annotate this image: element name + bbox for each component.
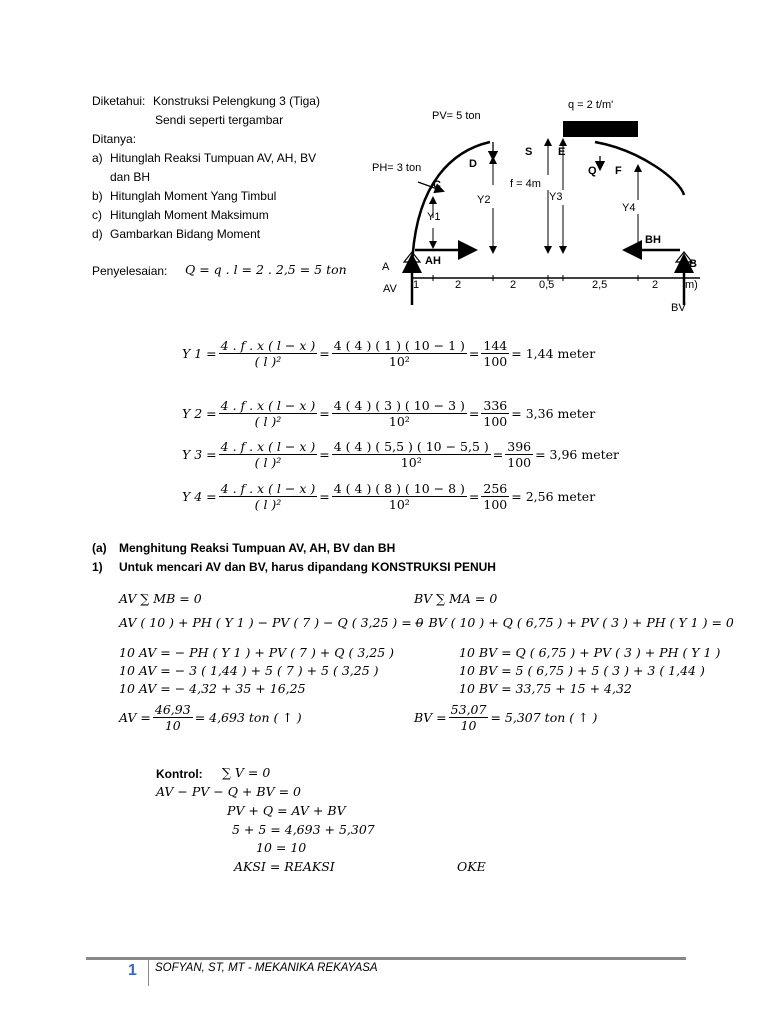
- kontrol-eq-5: 10 = 10: [256, 840, 307, 855]
- step-1-text: Untuk mencari AV dan BV, harus dipandang KONSTRUKSI PENUH: [119, 560, 496, 574]
- diketahui-text-2: Sendi seperti tergambar: [155, 113, 284, 127]
- ditanya-label: Ditanya:: [92, 132, 137, 146]
- dim-4: 0,5: [539, 279, 555, 291]
- question-d-text: Gambarkan Bidang Moment: [110, 227, 261, 241]
- point-f-label: F: [615, 165, 622, 177]
- rise-f-label: f = 4m: [510, 178, 541, 190]
- question-a-text-cont: dan BH: [110, 170, 151, 184]
- av-eq-2: AV ( 10 ) + PH ( Y 1 ) − PV ( 7 ) − Q ( 3,25 ) = 0: [119, 615, 424, 630]
- q-load-label: q = 2 t/m': [568, 99, 614, 111]
- arch-right-curve: [595, 142, 684, 195]
- y3-label: Y3: [549, 191, 563, 203]
- av-eq-3: 10 AV = − PH ( Y 1 ) + PV ( 7 ) + Q ( 3,25 ): [119, 645, 394, 660]
- penyelesaian-equation: Q = q . l = 2 . 2,5 = 5 ton: [185, 262, 347, 277]
- ph-label: PH= 3 ton: [372, 162, 422, 174]
- support-b-label: B: [689, 258, 697, 270]
- dim-5: 2,5: [592, 279, 608, 291]
- y4-label: Y4: [622, 202, 636, 214]
- footer-divider: [148, 960, 149, 986]
- bv-eq-6: BV = $\frac{53,07}{10}$ = 5,307 ton ( ↑ ): [414, 702, 598, 733]
- point-q-label: Q: [588, 165, 597, 177]
- question-c-text: Hitunglah Moment Maksimum: [110, 208, 269, 222]
- step-1-marker: 1): [92, 560, 103, 574]
- section-a-title: Menghitung Reaksi Tumpuan AV, AH, BV dan BH: [119, 541, 396, 555]
- dim-unit: m): [685, 279, 698, 291]
- kontrol-eq-4: 5 + 5 = 4,693 + 5,307: [232, 822, 375, 837]
- question-b-marker: b): [92, 189, 103, 203]
- question-d-marker: d): [92, 227, 103, 241]
- bv-eq-5: 10 BV = 33,75 + 15 + 4,32: [459, 681, 632, 696]
- dim-1: 1: [413, 279, 420, 291]
- support-a-label: A: [382, 261, 390, 273]
- point-d-label: D: [469, 158, 477, 170]
- av-eq-1: AV ∑ MB = 0: [119, 591, 202, 606]
- y1-equation: Y 1 = $\frac{4 . f . x ( l - x )}{\text{( l )²}}$ = $\frac{4 ( 4 ) ( 1 ) ( 10 - 1 )}{\text{10²}}$ = $\frac{144}{100}$ = 1,44 meter: [182, 337, 596, 369]
- question-a-text: Hitunglah Reaksi Tumpuan AV, AH, BV: [110, 151, 317, 165]
- kontrol-oke: OKE: [457, 859, 486, 874]
- bv-eq-4: 10 BV = 5 ( 6,75 ) + 5 ( 3 ) + 3 ( 1,44 ): [459, 663, 705, 678]
- kontrol-eq-2: AV − PV − Q + BV = 0: [156, 784, 301, 799]
- kontrol-eq-6: AKSI = REAKSI: [234, 859, 335, 874]
- section-a-marker: (a): [92, 541, 107, 555]
- question-c-marker: c): [92, 208, 102, 222]
- y1-label: Y1: [427, 211, 441, 223]
- y2-equation: Y 2 = $\frac{4 . f . x ( l - x )}{\text{( l )²}}$ = $\frac{4 ( 4 ) ( 3 ) ( 10 - 3 )}{\text{10²}}$ = $\frac{336}{100}$ = 3,36 meter: [182, 397, 596, 429]
- diketahui-text-1: Konstruksi Pelengkung 3 (Tiga): [153, 94, 320, 108]
- bv-eq-3: 10 BV = Q ( 6,75 ) + PV ( 3 ) + PH ( Y 1 ): [459, 645, 721, 660]
- dim-2: 2: [455, 279, 462, 291]
- point-e-label: E: [558, 146, 566, 158]
- bh-label: BH: [645, 234, 661, 246]
- av-eq-4: 10 AV = − 3 ( 1,44 ) + 5 ( 7 ) + 5 ( 3,25 ): [119, 663, 379, 678]
- y2-label: Y2: [477, 194, 491, 206]
- bv-label: BV: [671, 302, 686, 314]
- penyelesaian-label: Penyelesaian:: [92, 264, 168, 278]
- av-eq-5: 10 AV = − 4,32 + 35 + 16,25: [119, 681, 306, 696]
- dim-6: 2: [652, 279, 659, 291]
- y4-equation: Y 4 = $\frac{4 . f . x ( l - x )}{\text{( l )²}}$ = $\frac{4 ( 4 ) ( 8 ) ( 10 - 8 )}{\text{10²}}$ = $\frac{256}{100}$ = 2,56 meter: [182, 480, 596, 512]
- point-c-label: C: [433, 179, 441, 191]
- kontrol-eq-3: PV + Q = AV + BV: [227, 803, 346, 818]
- y-equations: [182, 333, 619, 517]
- footer-rule: [86, 957, 686, 960]
- av-eq-6: AV = $\frac{46,93}{10}$ = 4,693 ton ( ↑ ): [119, 702, 302, 733]
- ah-label: AH: [425, 255, 441, 267]
- point-s-label: S: [525, 146, 533, 158]
- kontrol-label: Kontrol:: [156, 767, 203, 781]
- page-number: 1: [128, 962, 137, 979]
- diketahui-label: Diketahui:: [92, 94, 146, 108]
- footer-text: SOFYAN, ST, MT - MEKANIKA REKAYASA: [155, 962, 378, 974]
- pv-label: PV= 5 ton: [432, 110, 481, 122]
- kontrol-eq-1: ∑ V = 0: [222, 765, 271, 780]
- av-label: AV: [383, 283, 397, 295]
- question-a-marker: a): [92, 151, 103, 165]
- y3-equation: Y 3 = $\frac{4 . f . x ( l - x )}{\text{( l )²}}$ = $\frac{4 ( 4 ) ( 5,5 ) ( 10 - 5,5 )}{\text{10²}}$ = $\frac{396}{100}$ = 3,96 meter: [182, 438, 620, 470]
- distributed-load-block: [563, 121, 638, 137]
- bv-eq-2: − BV ( 10 ) + Q ( 6,75 ) + PV ( 3 ) + PH ( Y 1 ) = 0: [414, 615, 734, 630]
- dim-3: 2: [510, 279, 517, 291]
- question-b-text: Hitunglah Moment Yang Timbul: [110, 189, 277, 203]
- bv-eq-1: BV ∑ MA = 0: [414, 591, 498, 606]
